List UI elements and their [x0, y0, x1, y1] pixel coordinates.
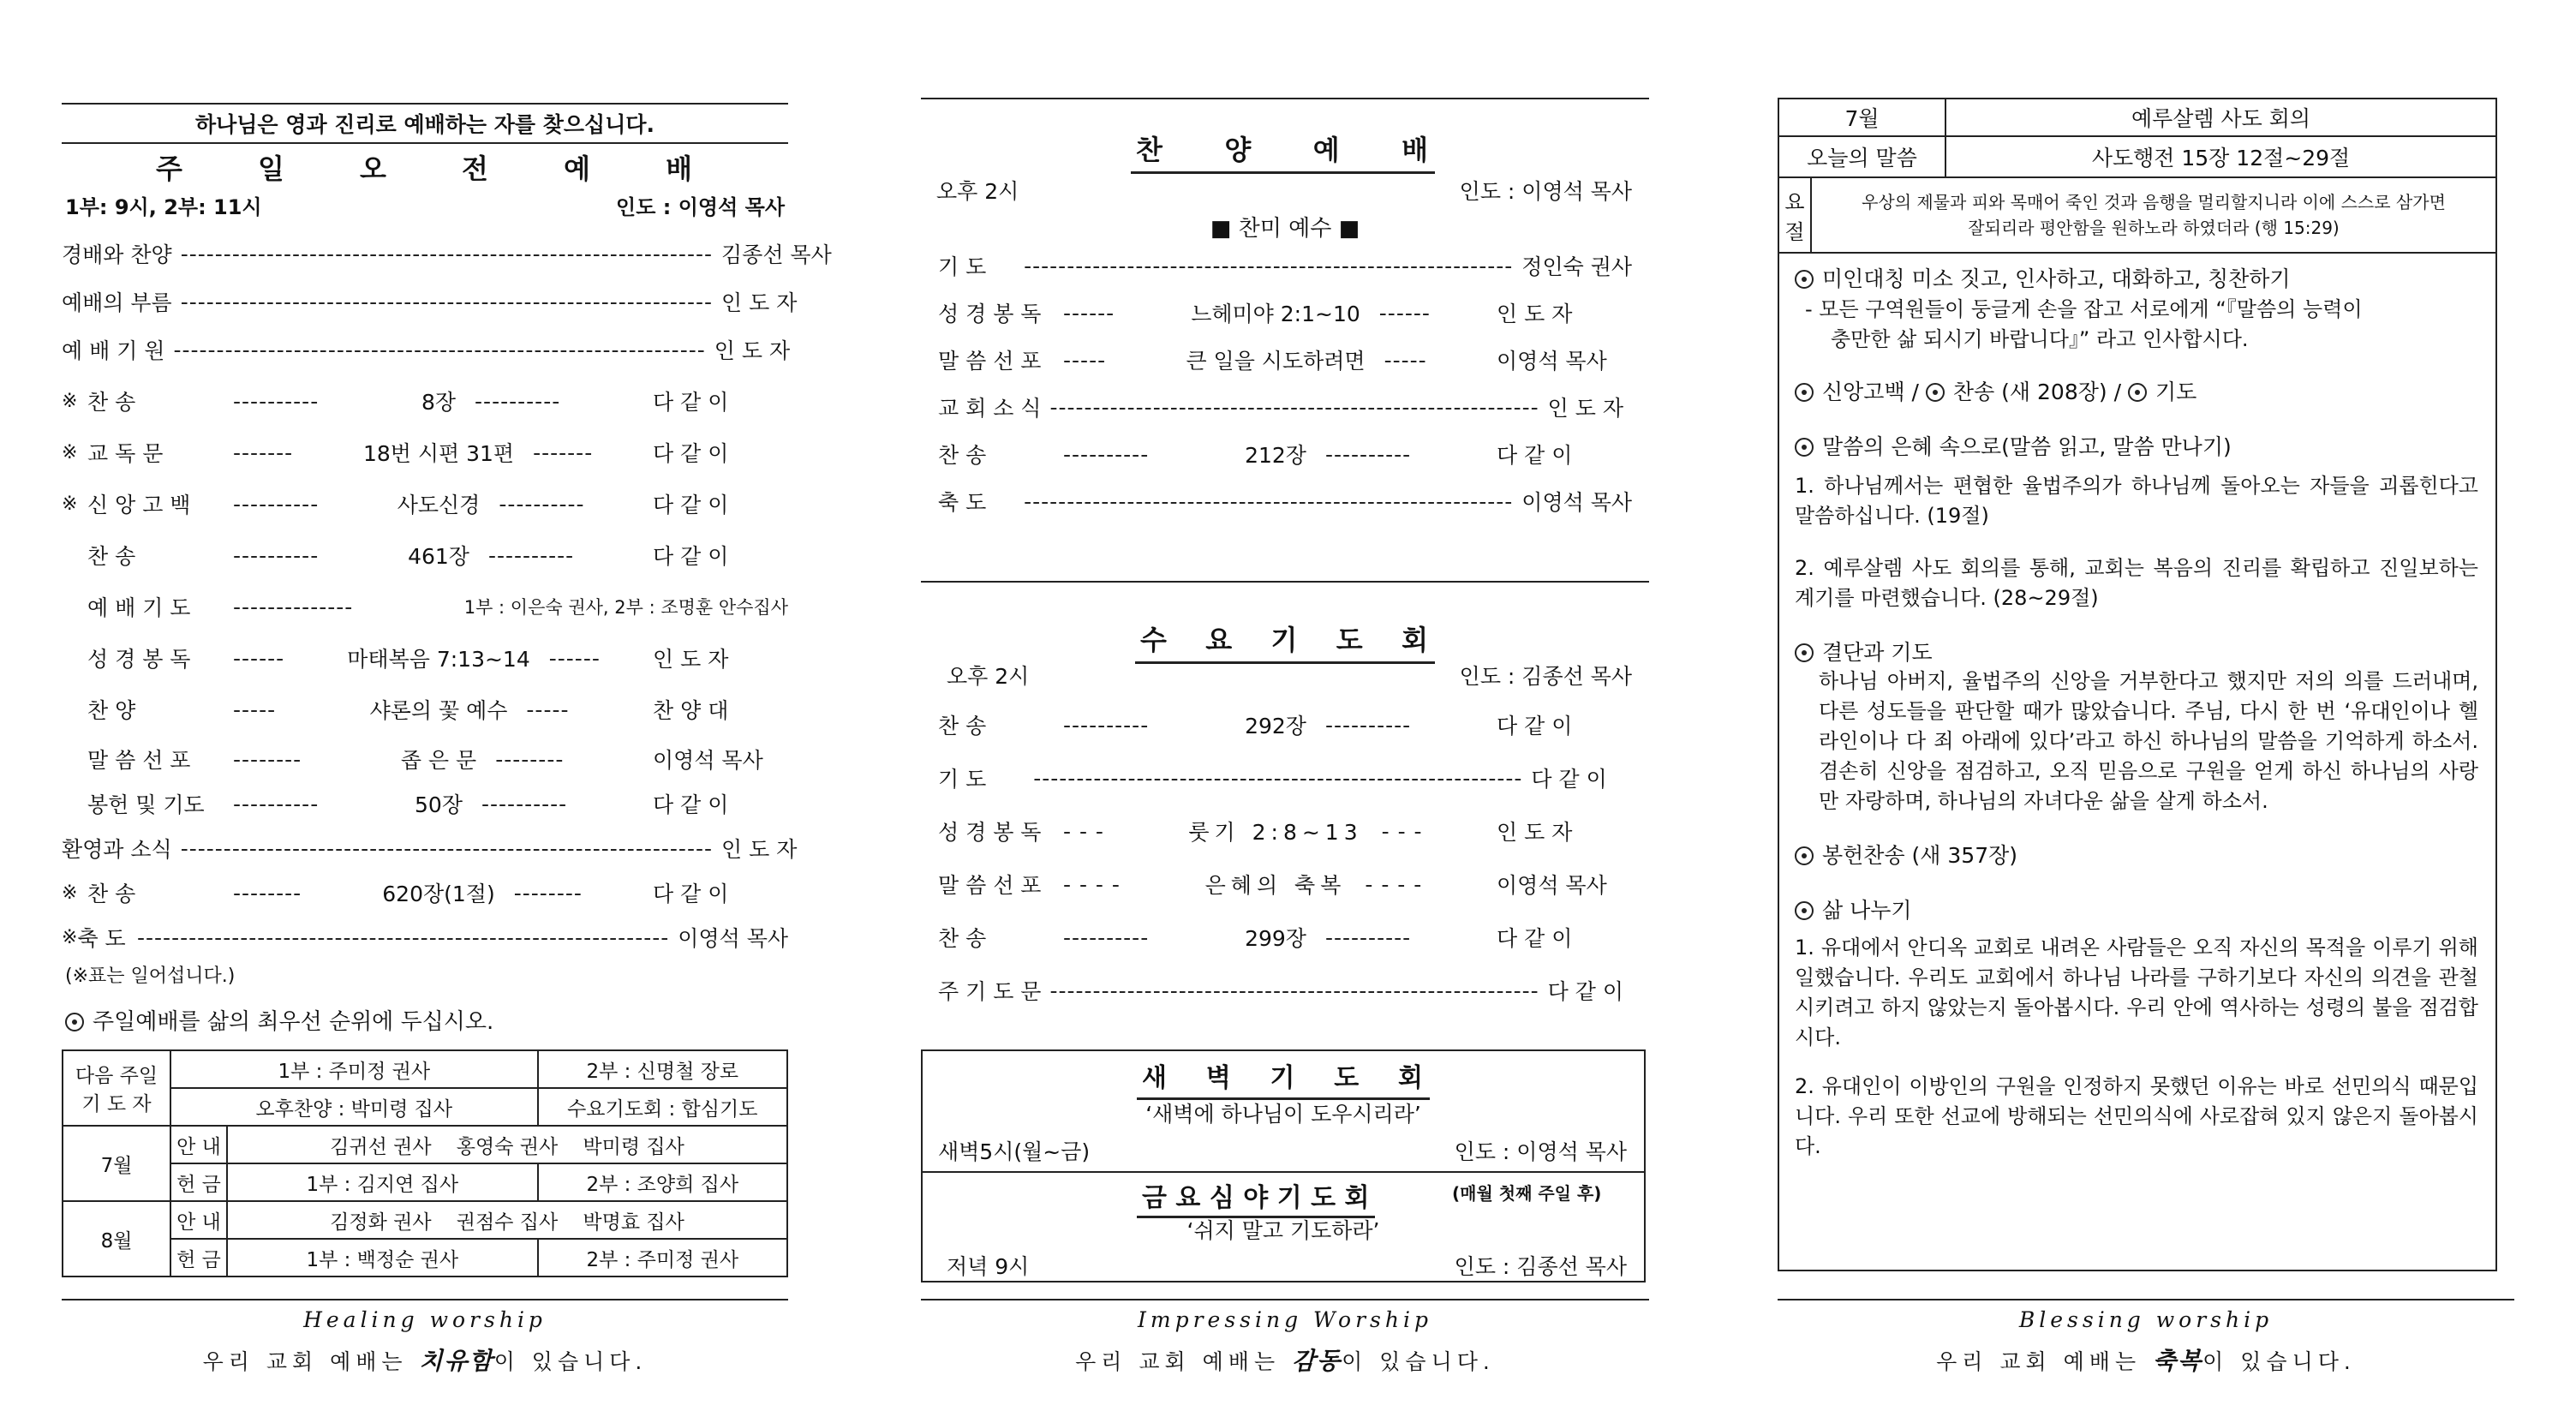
order-item: [62, 877, 788, 908]
stand-mark: ※: [62, 441, 78, 463]
dash-leader: ------: [1063, 300, 1115, 326]
order-item: [938, 922, 1632, 953]
praise-service-title: [1131, 129, 1435, 174]
order-label: 찬 양: [87, 698, 136, 723]
order-item: [938, 762, 1632, 793]
order-item: [62, 833, 798, 864]
next-week-cell: [63, 1050, 170, 1126]
footer-bold: 치유함: [419, 1347, 494, 1375]
order-person: 정인숙 권사: [1521, 254, 1632, 279]
sunday-service-title: [156, 147, 694, 187]
order-label: 신 앙 고 백: [87, 493, 191, 517]
dash-leader: ----------: [1063, 441, 1150, 467]
order-label: 찬 송: [87, 544, 136, 569]
order-person: 김종선 목사: [721, 242, 832, 267]
bullet-icon: [1926, 383, 1945, 402]
table-cell: 수요기도회 : 합심기도: [538, 1088, 788, 1126]
praise-time-row: [936, 175, 1632, 206]
topic-title: 예루살렘 사도 회의: [2131, 106, 2311, 131]
order-item: [62, 788, 788, 819]
sharing-paragraph: 1. 유대에서 안디옥 교회로 내려온 사람들은 오직 자신의 목적을 이루기 위해 일했습니다. 우리도 교회에서 하나님 나라를 구하기보다 자신의 의견을 관철시키려고 하지 않았는지 돌아봅시다. 우리 안에 역사하는 성령의 불을 점검합시다.: [1795, 936, 2478, 1049]
order-person: 인 도 자: [714, 338, 791, 363]
title-char: 회: [1402, 624, 1430, 656]
table-cell: 1부 : 백정순 권사: [227, 1239, 538, 1277]
dawn-time: 새벽5시(월~금): [938, 1139, 1091, 1164]
order-label: 기 도: [938, 254, 987, 279]
order-item: [62, 286, 798, 317]
order-item: [938, 816, 1632, 846]
table-cell: 헌 금: [170, 1239, 227, 1277]
wednesday-prayer-title: [1135, 619, 1435, 664]
footer-pre: 우리 교회 예배는: [202, 1349, 420, 1374]
title-char: 예: [564, 152, 592, 185]
section-offering-hymn: [1795, 839, 2478, 870]
order-person: 이영석 목사: [1521, 490, 1632, 515]
table-cell: 김정화 권사 권점수 집사 박명효 집사: [227, 1201, 787, 1239]
order-detail: 8장: [421, 390, 457, 415]
footer-post: 이 있습니다.: [1342, 1349, 1495, 1374]
title-char: 배: [666, 152, 694, 185]
order-item: [938, 392, 1632, 422]
dawn-prayer-title: [1137, 1056, 1430, 1100]
order-label: 찬 송: [87, 882, 136, 906]
bullet-icon: [1795, 438, 1814, 457]
dash-leader: - - - -: [1365, 871, 1423, 897]
order-item: [62, 437, 788, 468]
scripture-ref: 사도행전 15장 12절~29절: [2091, 146, 2351, 170]
order-person: 인 도 자: [653, 647, 729, 672]
dash-leader: - - -: [1381, 818, 1423, 844]
order-label: 예배의 부름: [62, 290, 172, 315]
dawn-time-row: [938, 1135, 1627, 1166]
title-char: 벽: [1205, 1063, 1233, 1093]
order-person: 이영석 목사: [653, 748, 763, 773]
order-item: [938, 297, 1632, 328]
wednesday-time: 오후 2시: [947, 664, 1030, 689]
friday-leader: 인도 : 김종선 목사: [1454, 1254, 1627, 1279]
divider: [921, 98, 1649, 99]
order-label: 기 도: [938, 767, 987, 792]
order-person: 다 같 이: [653, 882, 729, 906]
service-leader: 인도 : 이영석 목사: [616, 195, 785, 219]
order-item: [62, 386, 788, 416]
order-label: 교 독 문: [87, 441, 164, 466]
order-label: 말 씀 선 포: [938, 873, 1042, 898]
order-label: 말 씀 선 포: [938, 349, 1042, 374]
order-person: 인 도 자: [721, 290, 798, 315]
stand-mark: ※: [62, 882, 78, 904]
stand-mark: ※: [62, 390, 78, 412]
footer-script: Impressing Worship: [1138, 1307, 1432, 1332]
table-cell: 안 내: [170, 1201, 227, 1239]
memory-verse: [1812, 178, 2495, 252]
dash-leader: ----------: [1324, 441, 1412, 467]
duty-table: [62, 1049, 788, 1277]
dash-leader: ----------: [499, 491, 585, 517]
dash-leader: -----: [233, 697, 277, 722]
priority-line: [65, 1004, 493, 1036]
order-person: 찬 양 대: [653, 698, 729, 723]
bullet-icon: [1795, 901, 1814, 920]
dash-leader: -------: [533, 439, 594, 465]
divider: [62, 103, 788, 105]
order-person: 다 같 이: [653, 792, 729, 817]
section-title: 찬송 (새 208장) /: [1952, 380, 2128, 404]
header-row: [1779, 99, 2495, 137]
footer-pre: 우리 교회 예배는: [1075, 1349, 1293, 1374]
dash-leader: ----------: [1063, 712, 1150, 738]
title-char: 요: [1205, 624, 1234, 656]
dash-leader: ----------: [1324, 712, 1412, 738]
order-label: 경배와 찬양: [62, 242, 172, 267]
dash-leader: ----------: [1063, 924, 1150, 950]
order-person: 다 같 이: [653, 441, 729, 466]
friday-note: (매월 첫째 주일 후): [1452, 1183, 1602, 1204]
section-title: 기도: [2155, 380, 2197, 404]
dash-leader: ---------------------------------------------------------: [1024, 488, 1514, 514]
section-title: 결단과 기도: [1822, 640, 1933, 665]
table-cell: 2부 : 신명철 장로: [538, 1050, 788, 1088]
table-cell: 1부 : 김지연 집사: [227, 1163, 538, 1201]
motto: 하나님은 영과 진리로 예배하는 자를 찾으십니다.: [194, 112, 655, 137]
stand-mark: ※: [62, 926, 78, 948]
title-char: 수: [1140, 624, 1168, 656]
table-cell: 1부 : 주미정 권사: [170, 1050, 538, 1088]
section-title: 미인대칭 미소 짓고, 인사하고, 대화하고, 칭찬하기: [1822, 266, 2291, 291]
order-label: 주 기 도 문: [938, 979, 1042, 1004]
order-detail: 샤론의 꽃 예수: [369, 698, 508, 723]
divider: [921, 1299, 1649, 1300]
order-item: [62, 744, 788, 774]
order-person: 이영석 목사: [1497, 349, 1607, 374]
order-label: 성 경 봉 독: [938, 302, 1042, 326]
bullet-icon: [65, 1013, 84, 1031]
order-person: 인 도 자: [1497, 302, 1573, 326]
dash-leader: ---------------------------------------------------------: [1024, 253, 1514, 278]
table-cell: 김귀선 권사 홍영숙 권사 박미령 집사: [227, 1126, 787, 1163]
order-detail: 은혜의 축복: [1204, 873, 1347, 898]
order-person: 다 같 이: [653, 390, 729, 415]
order-label: 찬 송: [938, 443, 987, 468]
footer-bold: 감동: [1292, 1347, 1342, 1375]
greeting-line: - 모든 구역원들이 둥글게 손을 잡고 서로에게 “『말씀의 능력이: [1805, 297, 2363, 321]
section-worship: [1795, 375, 2478, 406]
friday-slogan: ‘쉬지 말고 기도하라’: [1186, 1218, 1380, 1243]
dash-leader: --------: [495, 746, 565, 772]
footer: [62, 1307, 788, 1377]
dash-leader: -----: [1063, 347, 1107, 373]
section-title: 봉헌찬송 (새 357장): [1822, 843, 2018, 868]
dawn-friday-box: [921, 1049, 1646, 1282]
order-person: 인 도 자: [1497, 820, 1573, 845]
bullet-icon: [1795, 846, 1814, 865]
divider: [1778, 1299, 2514, 1300]
footer-slogan: [921, 1342, 1649, 1377]
order-item: [62, 334, 791, 365]
title-char: 도: [1336, 624, 1365, 656]
prayer-paragraph: 하나님 아버지, 율법주의 신앙을 거부한다고 했지만 저의 의를 드러내며, 다른 성도들을 판단할 때가 많았습니다. 주님, 다시 한 번 ‘유대인이나 헬라인이나 다 죄 아래에 있다’라고 하신 하나님의 말씀을 기억하게 하소서. 겸손히 신앙을 점검하고, 오직 믿음으로 구원을 얻게 하신 하나님의 사랑만 자랑하며, 하나님의 자녀다운 삶을 살게 하소서.: [1819, 669, 2478, 813]
order-person: 인 도 자: [721, 837, 798, 862]
table-cell: 오후찬양 : 박미령 집사: [170, 1088, 538, 1126]
word-paragraph: 1. 하나님께서는 편협한 율법주의가 하나님께 돌아오는 자들을 괴롭힌다고 말씀하십니다. (19절): [1795, 474, 2478, 528]
title-char: 기: [1270, 1063, 1297, 1093]
order-item: [938, 869, 1632, 900]
order-person: 이영석 목사: [678, 926, 788, 951]
dash-leader: ------: [548, 645, 601, 671]
month-cell: 7월: [63, 1126, 170, 1201]
verse-line: 우상의 제물과 피와 목매어 죽인 것과 음행을 멀리할지니라 이에 스스로 삼가면: [1862, 192, 2446, 212]
priority-text: 주일예배를 삶의 최우선 순위에 두십시오.: [93, 1009, 494, 1035]
bullet-icon: [1795, 270, 1814, 289]
dash-leader: - - - -: [1063, 871, 1121, 897]
verse-row: [1779, 178, 2495, 254]
friday-time-row: [947, 1250, 1627, 1281]
dash-leader: ----------: [233, 542, 320, 568]
cell-body: [1795, 262, 2478, 1162]
title-char: 새: [1142, 1063, 1168, 1093]
cell-group-box: [1778, 98, 2497, 1271]
footer-bold: 축복: [2153, 1347, 2203, 1375]
divider: [62, 1299, 788, 1300]
service-time: 1부: 9시, 2부: 11시: [65, 195, 262, 219]
section-title: 신앙고백 /: [1822, 380, 1926, 404]
month-label: 7월: [1779, 99, 1946, 135]
title-char: 오: [360, 152, 388, 185]
dash-leader: ---------------------------------------------------------: [1049, 978, 1539, 1003]
table-cell: 안 내: [170, 1126, 227, 1163]
order-person: 다 같 이: [1497, 714, 1573, 738]
dash-leader: ----------: [487, 542, 575, 568]
dash-leader: ----------: [481, 791, 568, 816]
section-greeting: [1795, 262, 2478, 293]
dawn-leader: 인도 : 이영석 목사: [1454, 1139, 1627, 1164]
dash-leader: --------------------------------------------------------------: [180, 241, 714, 266]
dash-leader: ------: [233, 645, 285, 671]
order-person: 1부 : 이은숙 권사, 2부 : 조명훈 안수집사: [463, 597, 788, 618]
title-char: 회: [1398, 1063, 1425, 1093]
footer-slogan: [1778, 1342, 2514, 1377]
section-prayer: [1795, 636, 2478, 667]
order-detail: 룻기 2:8~13: [1188, 820, 1363, 845]
order-item: [938, 250, 1632, 281]
order-item: [62, 540, 788, 571]
title-char: 배: [1402, 134, 1430, 166]
order-label: 환영과 소식: [62, 837, 172, 862]
order-detail: 마태복음 7:13~14: [347, 647, 530, 672]
dash-leader: ------: [1378, 300, 1431, 326]
order-label: 축 도: [938, 490, 987, 515]
dash-leader: --------------------------------------------------------------: [136, 924, 670, 950]
section-title: 말씀의 은혜 속으로(말씀 읽고, 말씀 만나기): [1822, 434, 2232, 459]
order-detail: 620장(1절): [382, 882, 495, 906]
order-label: 찬 송: [938, 714, 987, 738]
dash-leader: ----------: [233, 491, 320, 517]
order-detail: 299장: [1245, 926, 1306, 951]
section-word: [1795, 430, 2478, 461]
stand-mark: ※: [62, 493, 78, 515]
next-week-label: 다음 주일: [75, 1065, 158, 1087]
dash-leader: -----: [1384, 347, 1427, 373]
dash-leader: ----------: [1324, 924, 1412, 950]
wednesday-leader: 인도 : 김종선 목사: [1459, 664, 1632, 689]
order-label: 말 씀 선 포: [87, 748, 191, 773]
footer: [921, 1307, 1649, 1377]
dash-leader: ----------: [233, 388, 320, 414]
order-detail: 212장: [1245, 443, 1306, 468]
dash-leader: --------: [513, 880, 583, 906]
order-item: [62, 694, 788, 725]
footer-pre: 우리 교회 예배는: [1936, 1349, 2154, 1374]
order-person: 이영석 목사: [1497, 873, 1607, 898]
service-time-row: [65, 190, 785, 220]
table-cell: 2부 : 주미정 권사: [538, 1239, 788, 1277]
order-label: 예 배 기 도: [87, 595, 191, 620]
dash-leader: ----------: [475, 388, 561, 414]
greeting-text: [1795, 295, 2478, 355]
order-item: [938, 486, 1632, 517]
title-char: 주: [156, 152, 184, 185]
today-label: 오늘의 말씀: [1779, 137, 1946, 176]
order-label: 축 도: [77, 926, 126, 951]
title-char: 양: [1224, 134, 1253, 166]
friday-prayer-title: 금 요 심 야 기 도 회: [1137, 1176, 1375, 1218]
order-item: [938, 344, 1632, 375]
dash-leader: -----: [526, 697, 570, 722]
order-item: [62, 591, 788, 622]
scripture-row: [1779, 137, 2495, 178]
stand-note: (※표는 일어섭니다.): [65, 966, 236, 987]
title-char: 도: [1334, 1063, 1361, 1093]
dash-leader: -------: [233, 439, 294, 465]
greeting-line: 충만한 삶 되시기 바랍니다』” 라고 인사합시다.: [1831, 327, 2249, 351]
order-label: 성 경 봉 독: [87, 647, 191, 672]
dash-leader: --------------------------------------------------------------: [180, 289, 714, 314]
title-char: 찬: [1136, 134, 1164, 166]
table-cell: 2부 : 조양희 집사: [538, 1163, 788, 1201]
divider: [923, 1171, 1644, 1173]
order-detail: 느헤미야 2:1~10: [1191, 302, 1360, 326]
dash-leader: --------: [233, 746, 302, 772]
footer: [1778, 1307, 2514, 1377]
dash-leader: --------------: [233, 594, 354, 619]
footer-script: Healing worship: [303, 1307, 547, 1332]
friday-time: 저녁 9시: [947, 1254, 1030, 1279]
title-char: 전: [462, 152, 490, 185]
order-person: 다 같 이: [1531, 767, 1607, 792]
footer-script: Blessing worship: [2018, 1307, 2274, 1332]
dash-leader: - - -: [1063, 818, 1104, 844]
month-cell: 8월: [63, 1201, 170, 1277]
dash-leader: --------------------------------------------------------------: [173, 337, 706, 362]
section-title: 삶 나누기: [1822, 898, 1912, 923]
divider: [62, 142, 788, 144]
table-cell: 헌 금: [170, 1163, 227, 1201]
bullet-icon: [1795, 383, 1814, 402]
order-item: [938, 975, 1632, 1006]
dawn-slogan: ‘새벽에 하나님이 도우시리라’: [1145, 1102, 1421, 1127]
order-label: 찬 송: [87, 390, 136, 415]
dash-leader: --------: [233, 880, 302, 906]
praise-subtitle: ■ 찬미 예수 ■: [1210, 216, 1360, 242]
order-item: [62, 643, 788, 673]
divider: [921, 581, 1649, 583]
title-char: 일: [258, 152, 286, 185]
footer-post: 이 있습니다.: [2202, 1349, 2356, 1374]
bullet-icon: [1795, 643, 1814, 662]
order-person: 인 도 자: [1547, 396, 1624, 421]
dash-leader: --------------------------------------------------------------: [180, 835, 714, 861]
order-label: 예 배 기 원: [62, 338, 165, 363]
order-detail: 292장: [1245, 714, 1306, 738]
order-label: 봉헌 및 기도: [87, 792, 205, 817]
order-label: 교 회 소 식: [938, 396, 1042, 421]
order-label: 찬 송: [938, 926, 987, 951]
dash-leader: ---------------------------------------------------------: [1049, 394, 1539, 420]
order-detail: 사도신경: [397, 493, 481, 517]
footer-post: 이 있습니다.: [493, 1349, 648, 1374]
praise-leader: 인도 : 이영석 목사: [1459, 179, 1632, 204]
order-item: [62, 238, 832, 269]
title-char: 기: [1270, 624, 1300, 656]
footer-slogan: [62, 1342, 788, 1377]
verse-line: 잘되리라 평안함을 원하노라 하였더라 (행 15:29): [1968, 218, 2340, 238]
order-person: 다 같 이: [653, 544, 729, 569]
wednesday-time-row: [947, 660, 1632, 691]
dash-leader: ----------: [233, 791, 320, 816]
verse-label: 요 절: [1779, 178, 1812, 252]
section-sharing: [1795, 894, 2478, 924]
sharing-paragraph: 2. 유대인이 이방인의 구원을 인정하지 못했던 이유는 바로 선민의식 때문입니다. 우리 또한 선교에 방해되는 선민의식에 사로잡혀 있지 않은지 돌아봅시다.: [1795, 1074, 2478, 1158]
order-item: [938, 439, 1632, 469]
order-person: 다 같 이: [1497, 926, 1573, 951]
order-detail: 461장: [408, 544, 469, 569]
order-label: 성 경 봉 독: [938, 820, 1042, 845]
word-paragraph: 2. 예루살렘 사도 회의를 통해, 교회는 복음의 진리를 확립하고 진일보하는 계기를 마련했습니다. (28~29절): [1795, 556, 2478, 610]
order-person: 다 같 이: [1547, 979, 1624, 1004]
order-person: 다 같 이: [653, 493, 729, 517]
order-detail: 좁 은 문: [400, 748, 477, 773]
order-detail: 큰 일을 시도하려면: [1186, 349, 1366, 374]
order-detail: 50장: [415, 792, 463, 817]
order-person: 다 같 이: [1497, 443, 1573, 468]
order-item: [62, 488, 788, 519]
prayer-label: 기 도 자: [81, 1093, 152, 1115]
bullet-icon: [2128, 383, 2147, 402]
order-item: [938, 709, 1632, 740]
dash-leader: ---------------------------------------------------------: [1033, 765, 1523, 791]
title-char: 예: [1312, 134, 1342, 166]
order-detail: 18번 시편 31편: [362, 441, 515, 466]
praise-time: 오후 2시: [936, 179, 1019, 204]
order-item: [62, 922, 788, 953]
